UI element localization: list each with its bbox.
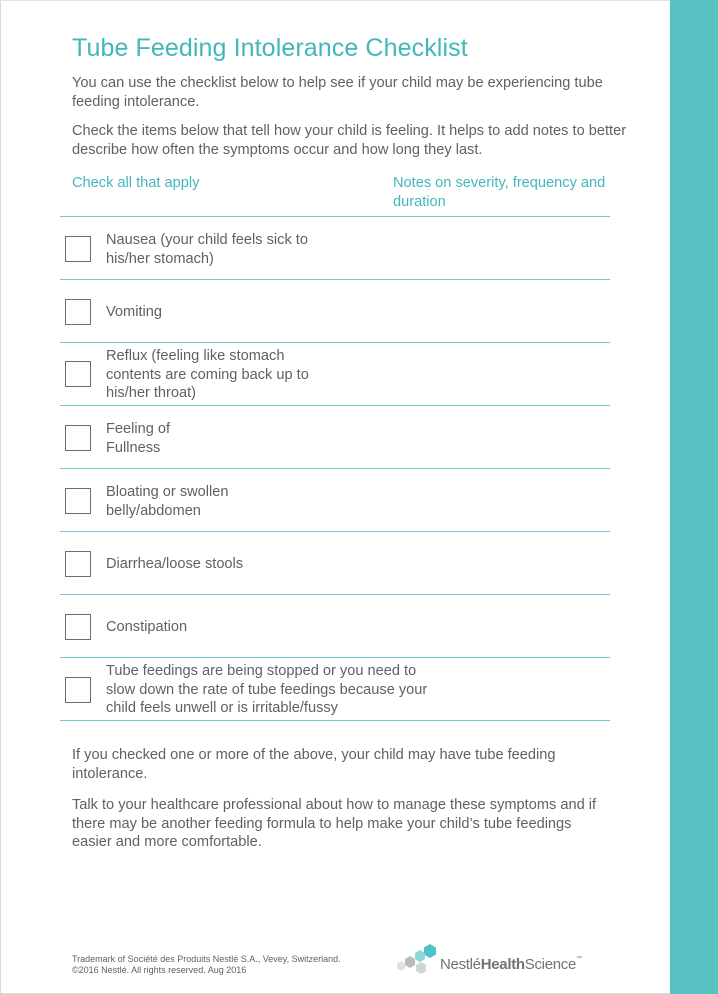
column-header-notes: Notes on severity, frequency and duration	[393, 175, 606, 210]
column-header-check: Check all that apply	[72, 175, 200, 191]
checkbox-feedings-stopped[interactable]	[65, 677, 91, 703]
checklist-item-feedings-stopped	[60, 657, 610, 720]
checklist-label: Nausea (your child feels sick to his/her stomach)	[106, 232, 308, 267]
checklist-item-diarrhea	[60, 531, 610, 594]
checklist-item-reflux	[60, 342, 610, 405]
checkbox-vomiting[interactable]	[65, 299, 91, 325]
checklist-label: Diarrhea/loose stools	[106, 556, 244, 572]
teal-sidebar-band	[670, 0, 718, 994]
checklist-label: Tube feedings are being stopped or you need to slow down the rate of tube feedings because your child feels unwell or is irritable/fussy	[106, 663, 428, 716]
page-title: Tube Feeding Intolerance Checklist	[72, 34, 468, 62]
checklist-label: Vomiting	[106, 304, 162, 320]
checkbox-diarrhea[interactable]	[65, 551, 91, 577]
copyright-line: ©2016 Nestlé. All rights reserved. Aug 2016	[72, 965, 247, 975]
page-border-top	[0, 0, 670, 1]
checkbox-nausea[interactable]	[65, 236, 91, 262]
checklist-label: Reflux (feeling like stomach contents are coming back up to his/her throat)	[106, 348, 309, 401]
nestle-health-science-logo	[392, 942, 612, 976]
checklist-label: Bloating or swollen belly/abdomen	[106, 484, 229, 519]
checklist-item-bloating	[60, 468, 610, 531]
page-border-left	[0, 0, 1, 994]
intro-paragraph-2: Check the items below that tell how your child is feeling. It helps to add notes to better describe how often the symptoms occur and how long they last.	[72, 123, 627, 158]
brand-name-science: Science	[524, 956, 577, 973]
conclusion-paragraph-2: Talk to your healthcare professional about how to manage these symptoms and if there may be another feeding formula to help make your child’s tube feedings easier and more comfortable.	[72, 797, 597, 850]
conclusion-paragraph-1: If you checked one or more of the above, your child may have tube feeding intolerance.	[72, 747, 556, 782]
checklist-label: Feeling of Fullness	[106, 421, 171, 456]
checklist-item-constipation	[60, 594, 610, 657]
checklist-label: Constipation	[106, 619, 188, 635]
row-divider	[60, 720, 610, 721]
checkbox-fullness[interactable]	[65, 425, 91, 451]
checklist-item-fullness	[60, 405, 610, 468]
checkbox-reflux[interactable]	[65, 361, 91, 387]
checkbox-bloating[interactable]	[65, 488, 91, 514]
brand-name-health: Health	[480, 956, 525, 973]
brand-name-nestle: Nestlé	[440, 956, 481, 973]
checklist-item-vomiting	[60, 279, 610, 342]
checklist-item-nausea	[60, 216, 610, 279]
brand-wordmark	[440, 956, 582, 973]
trademark-notice	[72, 954, 341, 976]
trademark-line-1: Trademark of Société des Produits Nestlé S.A., Vevey, Switzerland.	[72, 954, 341, 964]
trademark-symbol: ™	[576, 956, 582, 962]
checkbox-constipation[interactable]	[65, 614, 91, 640]
intro-paragraph-1: You can use the checklist below to help see if your child may be experiencing tube feeding intolerance.	[72, 75, 603, 110]
hexagon-cluster-icon	[392, 942, 442, 976]
